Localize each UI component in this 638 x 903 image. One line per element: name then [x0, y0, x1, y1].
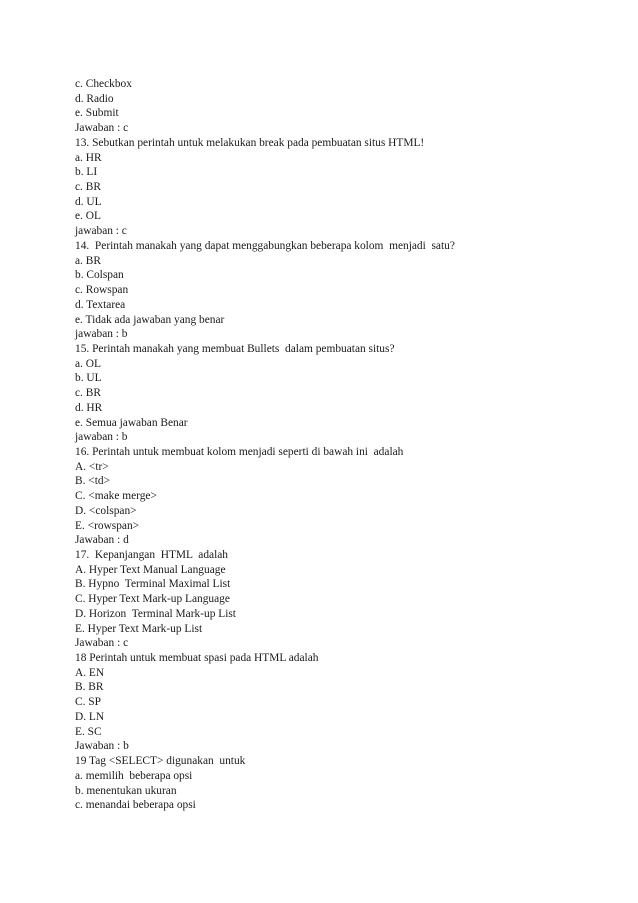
text-line: B. Hypno Terminal Maximal List	[75, 578, 231, 591]
text-line: b. UL	[75, 372, 102, 385]
text-line: B. BR	[75, 681, 104, 694]
text-line: c. Rowspan	[75, 284, 129, 297]
text-line: E. SC	[75, 725, 102, 738]
text-line: B. <td>	[75, 475, 111, 488]
text-line: b. menentukan ukuran	[75, 784, 177, 797]
text-line: C. Hyper Text Mark-up Language	[75, 593, 230, 606]
text-line: d. Textarea	[75, 298, 126, 311]
text-line: jawaban : b	[75, 328, 128, 341]
text-line: Jawaban : c	[75, 637, 129, 650]
text-line: e. Semua jawaban Benar	[75, 416, 188, 429]
text-line: C. SP	[75, 696, 101, 709]
text-line: Jawaban : d	[75, 534, 129, 547]
text-line: 16. Perintah untuk membuat kolom menjadi seperti di bawah ini adalah	[75, 445, 404, 458]
text-line: c. menandai beberapa opsi	[75, 799, 196, 812]
text-line: E. Hyper Text Mark-up List	[75, 622, 203, 635]
text-line: 19 Tag <SELECT> digunakan untuk	[75, 755, 246, 768]
text-line: 14. Perintah manakah yang dapat menggabungkan beberapa kolom menjadi satu?	[75, 239, 455, 252]
text-line: jawaban : b	[75, 431, 128, 444]
text-line: c. BR	[75, 181, 101, 194]
text-line: c. BR	[75, 387, 101, 400]
text-line: 15. Perintah manakah yang membuat Bullets dalam pembuatan situs?	[75, 342, 395, 355]
text-line: D. Horizon Terminal Mark-up List	[75, 607, 236, 620]
text-line: Jawaban : c	[75, 122, 129, 135]
text-line: d. UL	[75, 195, 102, 208]
text-line: 18 Perintah untuk membuat spasi pada HTML adalah	[75, 652, 319, 665]
text-line: E. <rowspan>	[75, 519, 140, 532]
text-line: C. <make merge>	[75, 490, 157, 503]
text-line: e. Tidak ada jawaban yang benar	[75, 313, 225, 326]
text-line: A. Hyper Text Manual Language	[75, 563, 226, 576]
text-line: d. HR	[75, 401, 103, 414]
text-line: 17. Kepanjangan HTML adalah	[75, 549, 228, 561]
text-line: b. LI	[75, 166, 98, 179]
document-body	[75, 77, 615, 813]
text-line: D. LN	[75, 710, 105, 723]
text-line: 13. Sebutkan perintah untuk melakukan break pada pembuatan situs HTML!	[75, 136, 425, 149]
text-line: Jawaban : b	[75, 740, 129, 753]
text-line: e. OL	[75, 210, 101, 223]
text-line: a. BR	[75, 254, 101, 267]
text-line: c. Checkbox	[75, 78, 132, 90]
text-line: A. <tr>	[75, 460, 109, 473]
text-line: a. memilih beberapa opsi	[75, 769, 193, 782]
text-line: jawaban : c	[75, 225, 127, 238]
text-line: a. OL	[75, 357, 101, 370]
text-line: A. EN	[75, 666, 105, 679]
text-line: a. HR	[75, 151, 102, 164]
text-line: e. Submit	[75, 107, 119, 120]
text-line: b. Colspan	[75, 269, 124, 282]
text-line: d. Radio	[75, 92, 114, 105]
text-line: D. <colspan>	[75, 504, 137, 517]
